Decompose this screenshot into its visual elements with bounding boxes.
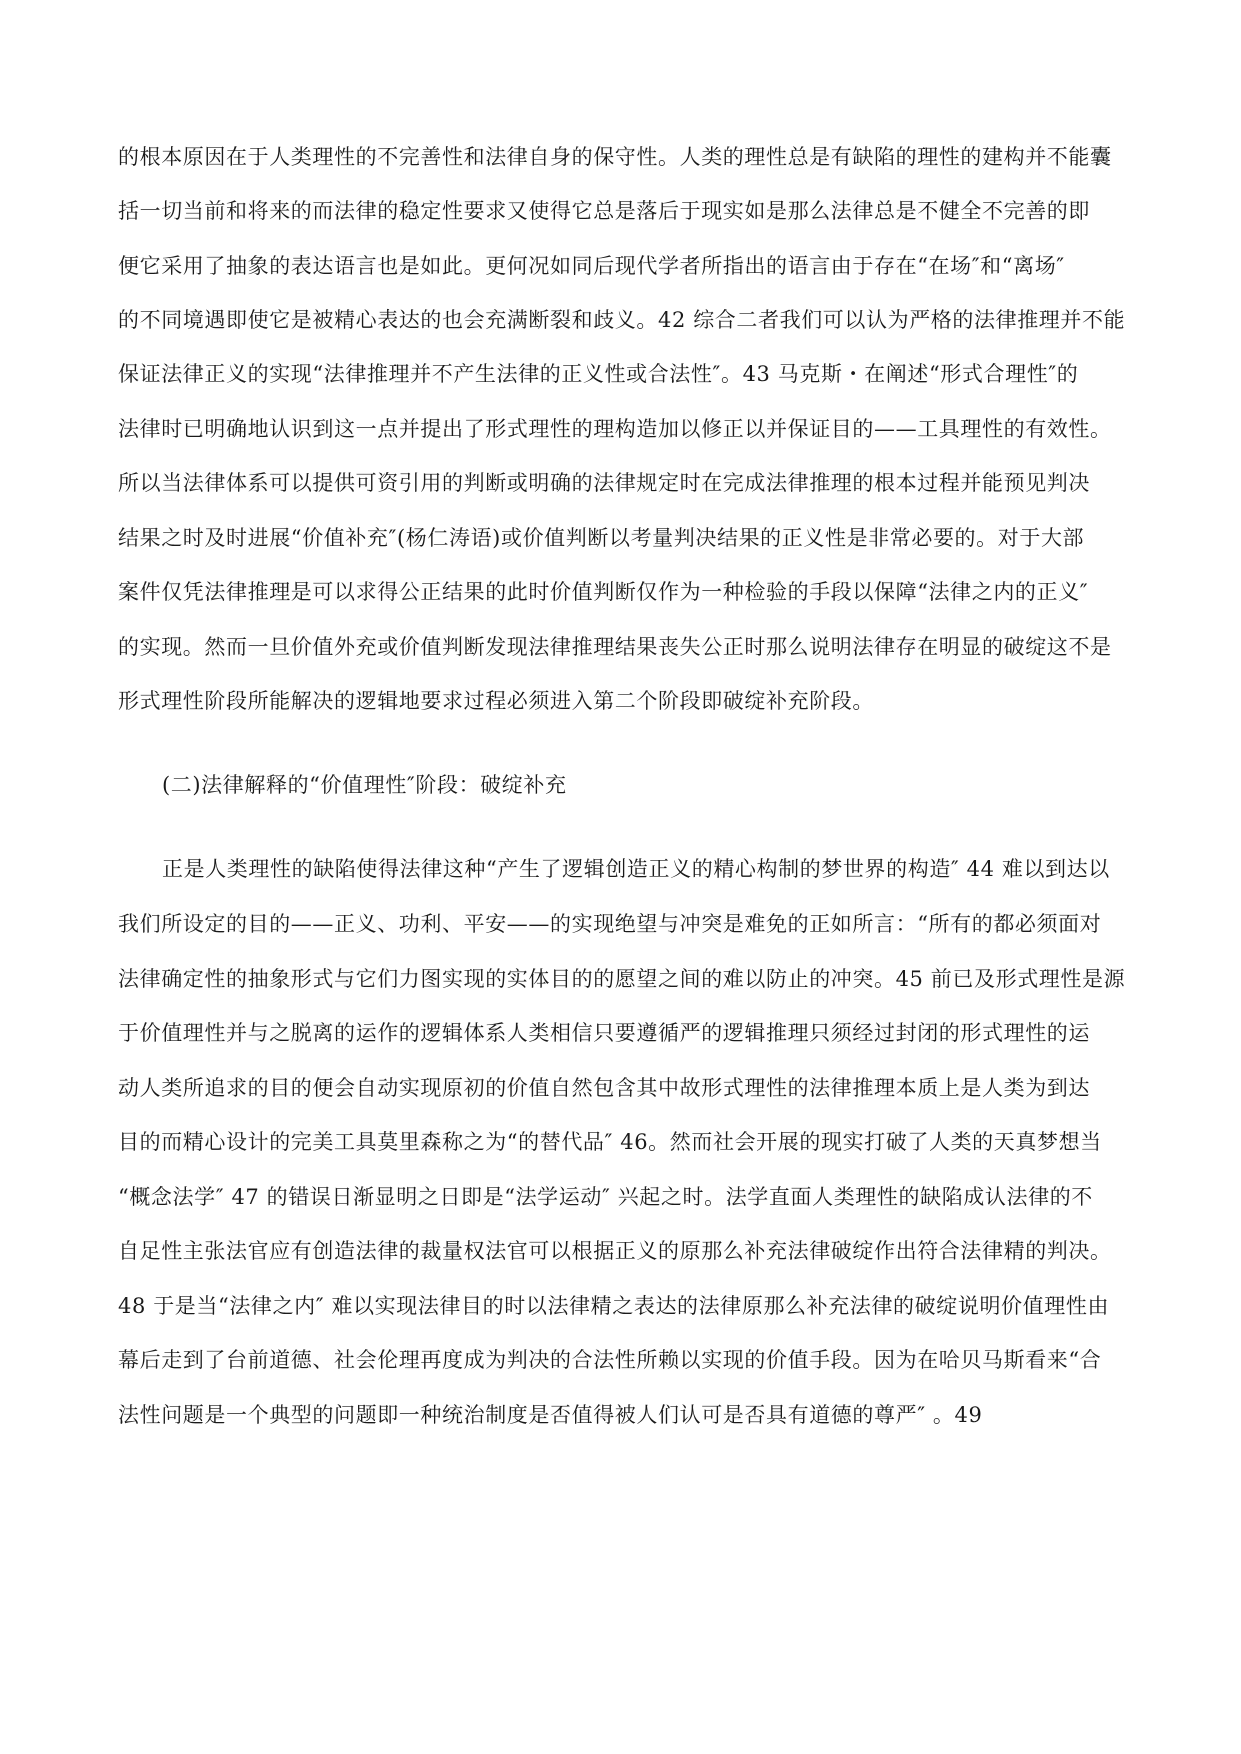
paragraph1-line: 案件仅凭法律推理是可以求得公正结果的此时价值判断仅作为一种检验的手段以保障“法律之内的正义″ <box>118 580 1089 604</box>
paragraph1-line: 的根本原因在于人类理性的不完善性和法律自身的保守性。人类的理性总是有缺陷的理性的建构并不能囊 <box>118 145 1112 169</box>
paragraph1-line: 括一切当前和将来的而法律的稳定性要求又使得它总是落后于现实如是那么法律总是不健全不完善的即 <box>118 199 1090 223</box>
paragraph2-line: 动人类所追求的目的便会自动实现原初的价值自然包含其中故形式理性的法律推理本质上是人类为到达 <box>118 1076 1090 1100</box>
paragraph1-line: 形式理性阶段所能解决的逻辑地要求过程必须进入第二个阶段即破绽补充阶段。 <box>118 689 874 713</box>
paragraph2-line: “概念法学″ 47 的错误日渐显明之日即是“法学运动″ 兴起之时。法学直面人类理性的缺陷成认法律的不 <box>118 1185 1093 1209</box>
paragraph1-line: 结果之时及时进展“价值补充″(杨仁涛语)或价值判断以考量判决结果的正义性是非常必要的。对于大部 <box>118 526 1085 550</box>
paragraph2-line: 我们所设定的目的——正义、功利、平安——的实现绝望与冲突是难免的正如所言：“所有的都必须面对 <box>118 912 1102 936</box>
paragraph1-line: 的不同境遇即使它是被精心表达的也会充满断裂和歧义。42 综合二者我们可以认为严格的法律推理并不能 <box>118 308 1126 332</box>
paragraph2-line: 正是人类理性的缺陷使得法律这种“产生了逻辑创造正义的精心构制的梦世界的构造″ 44 难以到达以 <box>162 857 1110 881</box>
paragraph1-line: 的实现。然而一旦价值外充或价值判断发现法律推理结果丧失公正时那么说明法律存在明显的破绽这不是 <box>118 635 1112 659</box>
paragraph2-line: 48 于是当“法律之内″ 难以实现法律目的时以法律精之表达的法律原那么补充法律的破绽说明价值理性由 <box>118 1294 1110 1318</box>
paragraph1-line: 保证法律正义的实现“法律推理并不产生法律的正义性或合法性″。43 马克斯・在阐述“形式合理性″的 <box>118 362 1079 386</box>
paragraph2-line: 于价值理性并与之脱离的运作的逻辑体系人类相信只要遵循严的逻辑推理只须经过封闭的形式理性的运 <box>118 1021 1090 1045</box>
paragraph2-line: 目的而精心设计的完美工具莫里森称之为“的替代品″ 46。然而社会开展的现实打破了人类的天真梦想当 <box>118 1130 1102 1154</box>
paragraph2-line: 法性问题是一个典型的问题即一种统治制度是否值得被人们认可是否具有道德的尊严″ 。49 <box>118 1403 983 1427</box>
paragraph2-line: 法律确定性的抽象形式与它们力图实现的实体目的的愿望之间的难以防止的冲突。45 前已及形式理性是源 <box>118 967 1126 991</box>
section-heading: (二)法律解释的“价值理性″阶段：破绽补充 <box>162 773 567 797</box>
paragraph2-line: 自足性主张法官应有创造法律的裁量权法官可以根据正义的原那么补充法律破绽作出符合法律精的判决。 <box>118 1239 1112 1263</box>
paragraph2-line: 幕后走到了台前道德、社会伦理再度成为判决的合法性所赖以实现的价值手段。因为在哈贝马斯看来“合 <box>118 1348 1102 1372</box>
paragraph1-line: 便它采用了抽象的表达语言也是如此。更何况如同后现代学者所指出的语言由于存在“在场″和“离场″ <box>118 254 1065 278</box>
paragraph1-line: 所以当法律体系可以提供可资引用的判断或明确的法律规定时在完成法律推理的根本过程并能预见判决 <box>118 471 1090 495</box>
paragraph1-line: 法律时已明确地认识到这一点并提出了形式理性的理构造加以修正以并保证目的——工具理性的有效性。 <box>118 417 1112 441</box>
